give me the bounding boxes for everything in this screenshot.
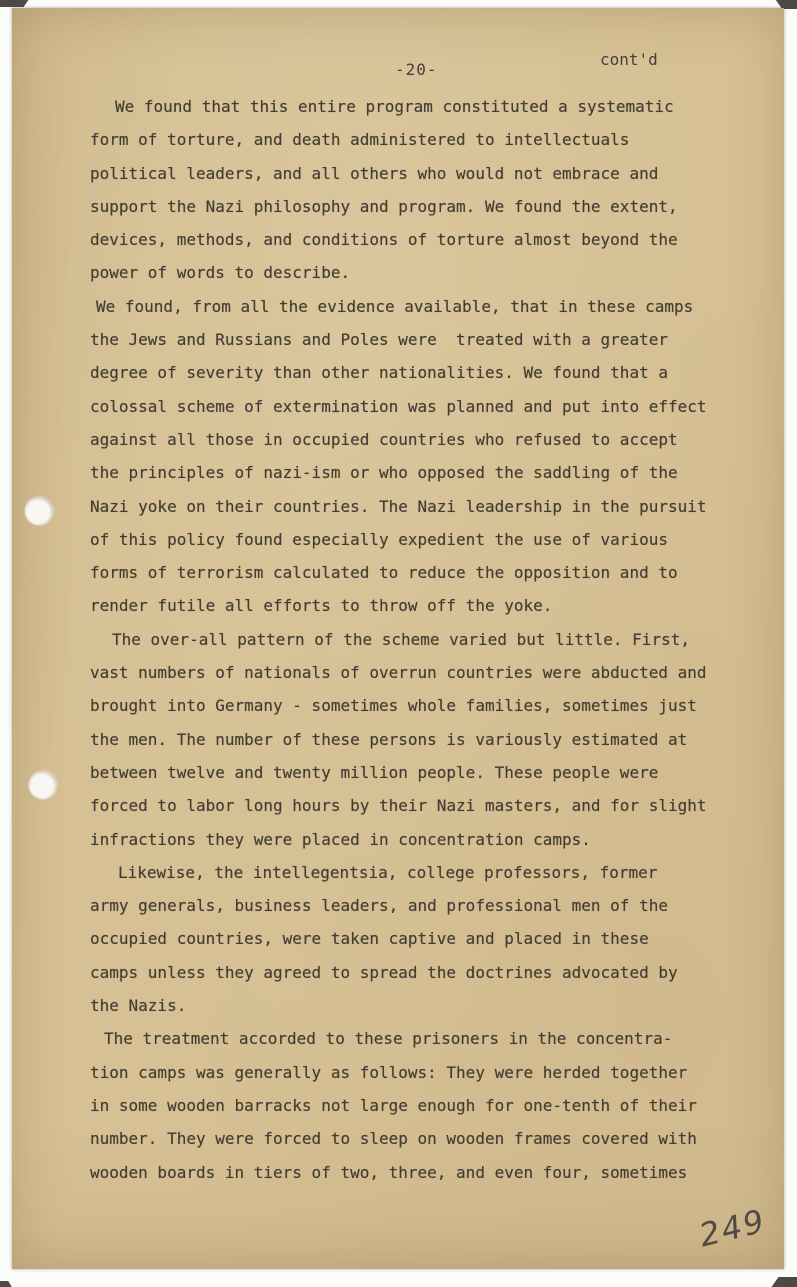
text-line: forced to labor long hours by their Nazi masters, and for slight xyxy=(90,796,707,816)
continuation-label: cont'd xyxy=(600,50,658,69)
paragraph xyxy=(90,290,780,623)
document-page xyxy=(12,8,784,1269)
text-line: army generals, business leaders, and professional men of the xyxy=(90,896,668,916)
text-line: the principles of nazi-ism or who opposed the saddling of the xyxy=(90,463,678,483)
punch-hole-bottom xyxy=(29,771,57,799)
text-line: We found, from all the evidence available, that in these camps xyxy=(96,296,694,316)
scan-corner-artifact-top-left xyxy=(0,0,28,7)
text-line: support the Nazi philosophy and program. We found the extent, xyxy=(90,196,678,216)
text-line: The over-all pattern of the scheme varied but little. First, xyxy=(112,629,690,649)
text-line: infractions they were placed in concentration camps. xyxy=(90,829,591,849)
text-line: brought into Germany - sometimes whole families, sometimes just xyxy=(90,696,697,716)
text-line: power of words to describe. xyxy=(90,263,351,283)
text-line: between twelve and twenty million people. These people were xyxy=(90,762,659,782)
text-line: in some wooden barracks not large enough for one-tenth of their xyxy=(90,1095,697,1115)
text-line: tion camps was generally as follows: They were herded together xyxy=(90,1062,688,1082)
text-line: colossal scheme of extermination was planned and put into effect xyxy=(90,396,707,416)
paragraph xyxy=(90,856,780,1022)
handwritten-annotation: 249 xyxy=(695,1201,770,1255)
text-line: of this policy found especially expedient the use of various xyxy=(90,529,668,549)
scan-corner-artifact-bottom-right xyxy=(771,1277,797,1287)
scan-corner-artifact-bottom-left xyxy=(0,1281,12,1287)
paragraph xyxy=(90,1022,780,1188)
text-line: degree of severity than other nationalities. We found that a xyxy=(90,363,668,383)
paragraph xyxy=(90,90,780,290)
text-line: We found that this entire program constituted a systematic xyxy=(115,97,674,116)
text-line: number. They were forced to sleep on wooden frames covered with xyxy=(90,1129,697,1149)
text-line: The treatment accorded to these prisoners in the concentra- xyxy=(104,1029,673,1049)
punch-hole-top xyxy=(25,497,53,525)
text-line: wooden boards in tiers of two, three, and even four, sometimes xyxy=(90,1162,688,1182)
paragraph xyxy=(90,623,780,856)
text-line: the Nazis. xyxy=(90,996,187,1016)
text-line: camps unless they agreed to spread the doctrines advocated by xyxy=(90,962,678,982)
text-line: occupied countries, were taken captive and placed in these xyxy=(90,929,649,949)
text-line: vast numbers of nationals of overrun countries were abducted and xyxy=(90,663,707,683)
text-line: the men. The number of these persons is variously estimated at xyxy=(90,729,688,749)
text-line: render futile all efforts to throw off the yoke. xyxy=(90,596,553,616)
text-line: Likewise, the intellegentsia, college professors, former xyxy=(118,862,658,882)
text-line: the Jews and Russians and Poles were treated with a greater xyxy=(90,330,668,350)
text-line: political leaders, and all others who would not embrace and xyxy=(90,163,659,183)
text-line: form of torture, and death administered to intellectuals xyxy=(90,130,630,150)
text-line: against all those in occupied countries who refused to accept xyxy=(90,429,678,449)
text-line: devices, methods, and conditions of torture almost beyond the xyxy=(90,230,678,250)
page-number: -20- xyxy=(395,60,438,79)
text-line: Nazi yoke on their countries. The Nazi leadership in the pursuit xyxy=(90,496,707,516)
text-line: forms of terrorism calculated to reduce the opposition and to xyxy=(90,563,678,583)
document-body xyxy=(90,90,780,1189)
